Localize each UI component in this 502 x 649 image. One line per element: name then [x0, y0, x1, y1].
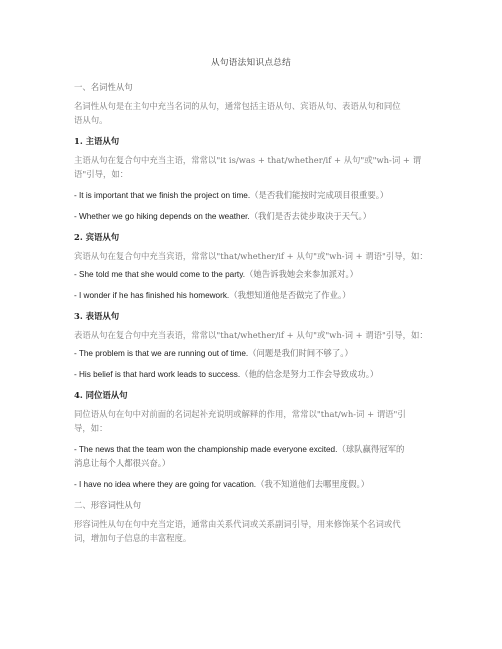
example-zh: （我想知道他是否做完了作业。） — [229, 290, 351, 300]
example-en: - I wonder if he has finished his homework. — [74, 291, 230, 300]
example-zh: （他的信念是努力工作会导致成功。） — [240, 369, 379, 379]
subsection-desc: 主语从句在复合句中充当主语，常常以"it is/was + that/whether/if + 从句"或"wh-词 + 谓 — [74, 155, 421, 165]
subsection-desc: 表语从句在复合句中充当表语，常常以"that/whether/if + 从句"或"wh-词 + 谓语"引导，如： — [74, 330, 428, 340]
section-intro-line: 语从句。 — [74, 115, 108, 125]
example-zh: （是否我们能按时完成项目很重要。） — [250, 190, 389, 200]
section-intro-line: 词，增加句子信息的丰富程度。 — [74, 533, 192, 543]
example-line — [74, 188, 434, 203]
example-zh: （她告诉我她会来参加派对。） — [244, 269, 359, 279]
subsection-heading: 4. 同位语从句 — [74, 390, 128, 400]
example-line — [74, 346, 434, 361]
example-zh: （问题是我们时间不够了。） — [248, 348, 353, 358]
example-zh-continuation: 消息让每个人都很兴奋。） — [74, 458, 171, 468]
example-en: - His belief is that hard work leads to success. — [74, 370, 241, 379]
example-en: - I have no idea where they are going for vacation. — [74, 480, 257, 489]
section-intro-line: 名词性从句是在主句中充当名词的从句，通常包括主语从句、宾语从句、表语从句和同位 — [74, 101, 401, 111]
subsection-heading: 1. 主语从句 — [74, 136, 120, 146]
subsection-desc: 语"引导，如： — [74, 169, 129, 179]
section-heading: 一、名词性从句 — [74, 82, 133, 92]
example-line — [74, 477, 434, 492]
example-line — [74, 367, 434, 382]
example-zh: （球队赢得冠军的 — [337, 444, 405, 454]
document-title: 从句语法知识点总结 — [210, 58, 292, 68]
subsection-desc: 导，如： — [74, 423, 108, 433]
example-line — [74, 209, 434, 224]
example-line — [74, 267, 434, 282]
example-zh: （我们是否去徒步取决于天气。） — [249, 211, 372, 221]
example-en: - It is important that we finish the project on time. — [74, 191, 251, 200]
subsection-desc: 同位语从句在句中对前面的名词起补充说明或解释的作用，常常以"that/wh-词 + 谓语"引 — [74, 409, 406, 419]
section-intro-line: 形容词性从句在句中充当定语，通常由关系代词或关系副词引导，用来修饰某个名词或代 — [74, 519, 401, 529]
example-en: - The news that the team won the championship made everyone excited. — [74, 445, 338, 454]
example-line — [74, 288, 434, 303]
example-en: - She told me that she would come to the party. — [74, 270, 245, 279]
example-en: - Whether we go hiking depends on the weather. — [74, 212, 250, 221]
example-zh: （我不知道他们去哪里度假。） — [256, 479, 370, 489]
subsection-heading: 2. 宾语从句 — [74, 232, 120, 242]
example-line — [74, 442, 434, 457]
example-en: - The problem is that we are running out of time. — [74, 349, 249, 358]
subsection-heading: 3. 表语从句 — [74, 311, 120, 321]
subsection-desc: 宾语从句在复合句中充当宾语，常常以"that/whether/if + 从句"或"wh-词 + 谓语"引导，如： — [74, 251, 428, 261]
section-heading: 二、形容词性从句 — [74, 500, 141, 510]
